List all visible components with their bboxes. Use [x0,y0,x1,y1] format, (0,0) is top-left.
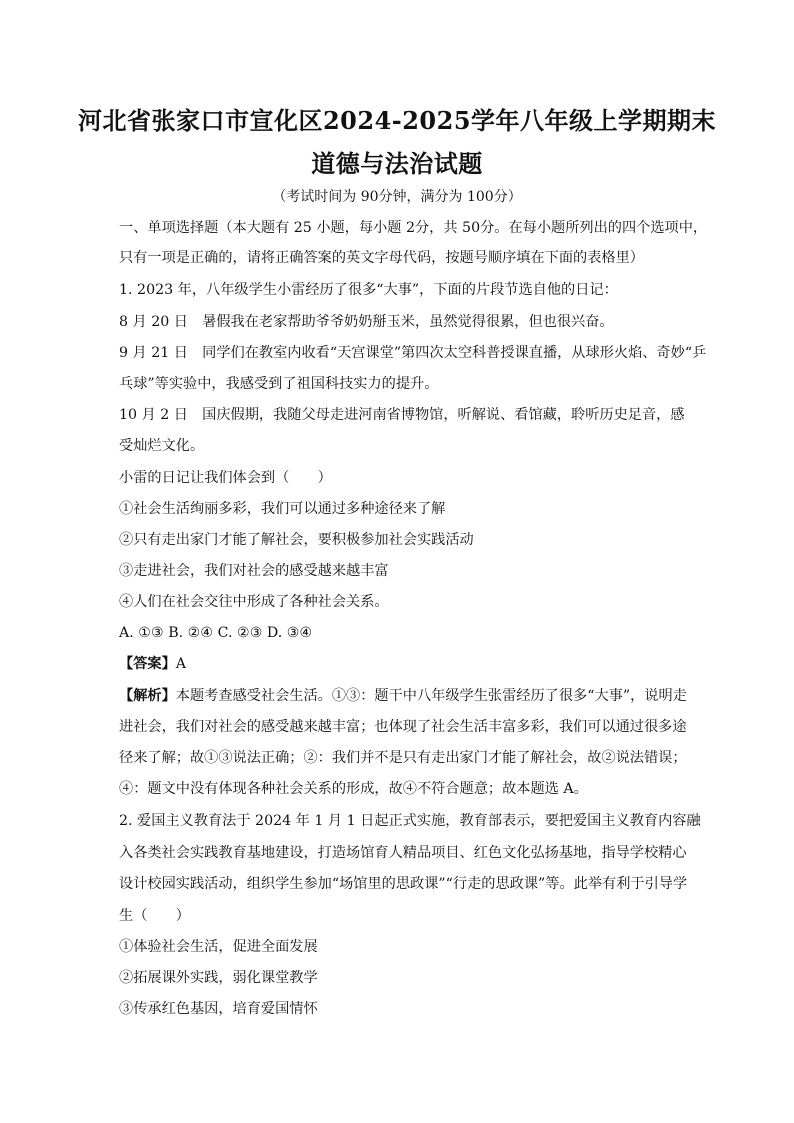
q1-diary-entry-3-line1: 10 月 2 日 国庆假期，我随父母走进河南省博物馆，听解说、看馆藏，聆听历史足音，感 [119,407,685,423]
q2-stem-line2: 入各类社会实践教育基地建设，打造场馆育人精品项目、红色文化弘扬基地，指导学校精心 [119,845,687,861]
q1-option-2: ②只有走出家门才能了解社会，要积极参加社会实践活动 [119,532,474,548]
q1-analysis-line3: 径来了解；故①③说法正确；②：我们并不是只有走出家门才能了解社会，故②说法错误； [119,750,687,766]
section-instructions-line1: 一、单项选择题（本大题有 25 小题，每小题 2分，共 50分。在每小题所列出的四个选项中， [119,220,708,236]
q1-option-1: ①社会生活绚丽多彩，我们可以通过多种途径来了解 [119,501,446,517]
q1-analysis-line2: 进社会，我们对社会的感受越来越丰富；也体现了社会生活丰富多彩，我们可以通过很多途 [119,719,687,735]
q1-option-4: ④人们在社会交往中形成了各种社会关系。 [119,594,389,610]
q2-stem-line3: 设计校园实践活动，组织学生参加“场馆里的思政课”“行走的思政课”等。此举有利于引导学 [119,876,688,892]
q1-diary-entry-2-line2: 乓球”等实验中，我感受到了祖国科技实力的提升。 [119,376,439,392]
q2-stem-line1: 2. 爱国主义教育法于 2024 年 1 月 1 日起正式实施，教育部表示，要把爱国主义教育内容融 [119,813,701,829]
q1-analysis-line1 [119,686,687,706]
analysis-text: 本题考查感受社会生活。①③：题干中八年级学生张雷经历了很多“大事”，说明走 [175,688,687,704]
exam-title: 河北省张家口市宣化区2024-2025学年八年级上学期期末 [77,106,717,135]
answer-value: A [175,656,187,672]
q1-analysis-line4: ④：题文中没有体现各种社会关系的形成，故④不符合题意；故本题选 A。 [119,781,588,797]
q2-option-1: ①体验社会生活，促进全面发展 [119,939,318,955]
q1-option-3: ③走进社会，我们对社会的感受越来越丰富 [119,563,389,579]
q1-diary-entry-3-line2: 受灿烂文化。 [119,438,205,454]
q1-answer [119,654,186,674]
analysis-label: 【解析】 [119,688,176,704]
exam-subject-title: 道德与法治试题 [311,149,483,178]
q1-prompt: 小雷的日记让我们体会到（ ） [119,470,332,486]
q1-choices: A. ①③ B. ②④ C. ②③ D. ③④ [119,625,313,641]
exam-info: （考试时间为 90分钟，满分为 100分） [272,189,522,205]
section-instructions-line2: 只有一项是正确的，请将正确答案的英文字母代码，按题号顺序填在下面的表格里） [119,250,644,266]
q2-stem-line4: 生（ ） [119,908,190,924]
q2-option-3: ③传承红色基因，培育爱国情怀 [119,1001,318,1017]
q2-option-2: ②拓展课外实践，弱化课堂教学 [119,970,318,986]
q1-diary-entry-1: 8 月 20 日 暑假我在老家帮助爷爷奶奶掰玉米，虽然觉得很累，但也很兴奋。 [119,314,614,330]
q1-diary-entry-2-line1: 9 月 21 日 同学们在教室内收看“天宫课堂”第四次太空科普授课直播，从球形火焰、奇妙“乒 [119,345,707,361]
answer-label: 【答案】 [119,656,176,672]
q1-stem: 1. 2023 年，八年级学生小雷经历了很多“大事”，下面的片段节选自他的日记： [119,282,618,298]
